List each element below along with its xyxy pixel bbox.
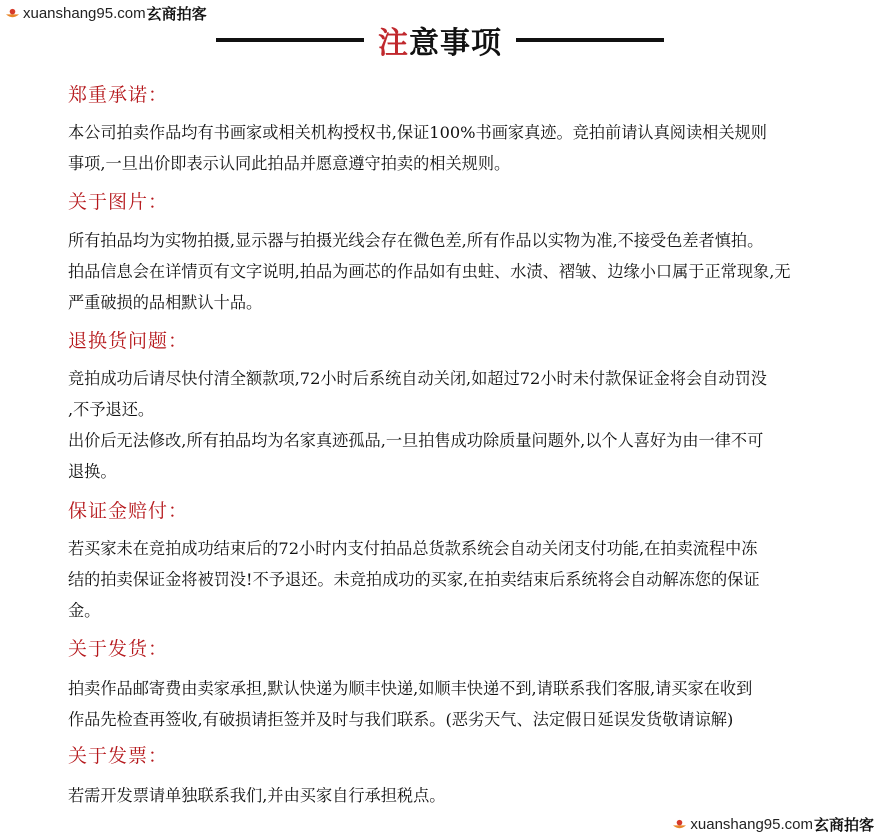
watermark-domain: xuanshang95.com (690, 816, 813, 833)
section-body-deposit (68, 533, 838, 626)
body-line: 本公司拍卖作品均有书画家或相关机构授权书,保证100%书画家真迹。竞拍前请认真阅读相关规则 (68, 123, 767, 142)
title-rule-left (216, 38, 364, 42)
section-heading-shipping: 关于发货： (68, 638, 169, 660)
section-heading-returns: 退换货问题： (68, 330, 189, 352)
section-body-shipping (68, 673, 838, 735)
section-body-returns (68, 363, 838, 487)
body-line: 金。 (68, 601, 101, 620)
watermark-domain: xuanshang95.com (23, 5, 146, 22)
page-title-rest: 意事项 (409, 26, 502, 61)
body-line: 严重破损的品相默认十品。 (68, 293, 263, 312)
body-line: 若需开发票请单独联系我们,并由买家自行承担税点。 (68, 786, 446, 805)
body-line: 竞拍成功后请尽快付清全额款项,72小时后系统自动关闭,如超过72小时未付款保证金将会自动罚没 (68, 369, 767, 388)
page-title-highlight: 注 (378, 26, 409, 61)
section-heading-commitment: 郑重承诺： (68, 84, 169, 106)
body-line: 作品先检查再签收,有破损请拒签并及时与我们联系。(恶劣天气、法定假日延误发货敬请谅解) (68, 710, 734, 729)
watermark-brand: 玄商拍客 (146, 6, 207, 23)
body-line: 出价后无法修改,所有拍品均为名家真迹孤品,一旦拍售成功除质量问题外,以个人喜好为由一律不可 (68, 431, 764, 450)
body-line: 若买家未在竞拍成功结束后的72小时内支付拍品总货款系统会自动关闭支付功能,在拍卖流程中冻 (68, 539, 758, 558)
section-body-commitment (68, 117, 838, 179)
body-line: 结的拍卖保证金将被罚没!不予退还。未竞拍成功的买家,在拍卖结束后系统将会自动解冻您的保证 (68, 570, 760, 589)
watermark-brand: 玄商拍客 (813, 817, 874, 834)
section-heading-images: 关于图片： (68, 191, 169, 213)
section-body-images (68, 225, 838, 318)
title-row (0, 18, 880, 62)
body-line: ,不予退还。 (68, 400, 155, 419)
section-heading-invoice: 关于发票： (68, 745, 169, 767)
body-line: 拍卖作品邮寄费由卖家承担,默认快递为顺丰快递,如顺丰快递不到,请联系我们客服,请买家在收到 (68, 679, 753, 698)
body-line: 所有拍品均为实物拍摄,显示器与拍摄光线会存在微色差,所有作品以实物为准,不接受色差者慎拍。 (68, 231, 764, 250)
title-rule-right (516, 38, 664, 42)
body-line: 拍品信息会在详情页有文字说明,拍品为画芯的作品如有虫蛀、水渍、褶皱、边缘小口属于正常现象,无 (68, 262, 791, 281)
body-line: 退换。 (68, 462, 117, 481)
body-line: 事项,一旦出价即表示认同此拍品并愿意遵守拍卖的相关规则。 (68, 154, 511, 173)
brand-logo-icon (672, 818, 687, 831)
watermark-bottom (672, 814, 874, 835)
page-title (378, 18, 502, 62)
section-heading-deposit: 保证金赔付： (68, 500, 189, 522)
section-body-invoice (68, 780, 838, 811)
